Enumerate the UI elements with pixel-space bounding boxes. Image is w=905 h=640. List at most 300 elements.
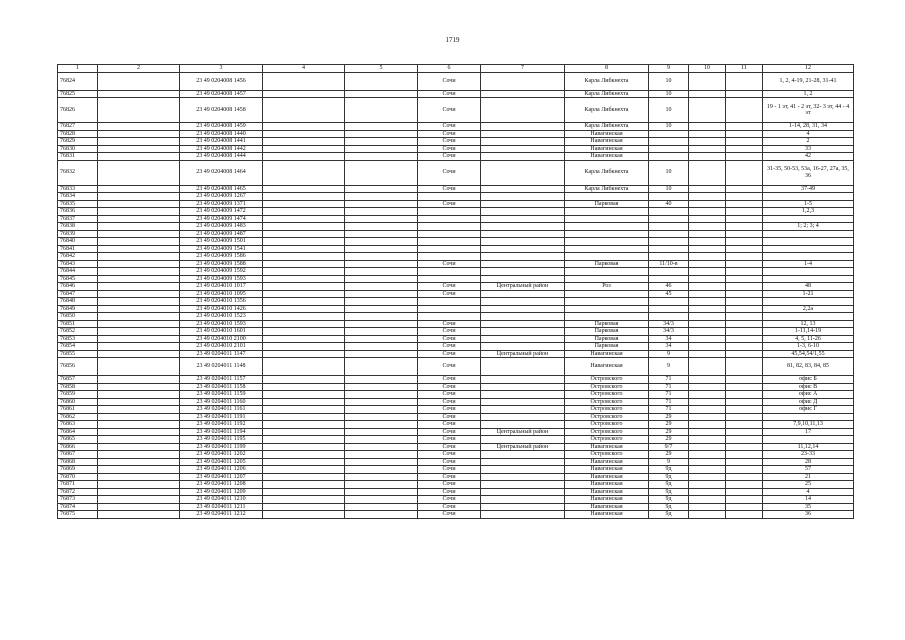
table-cell-col7 bbox=[481, 223, 565, 231]
table-cell-col6: Сочи bbox=[418, 200, 481, 208]
table-cell-col2 bbox=[98, 391, 180, 399]
table-cell-col7 bbox=[481, 511, 565, 519]
table-cell-col12: 19 - 1 эт, 41 - 2 эт, 32- 3 эт, 44 - 4 эт bbox=[763, 98, 854, 123]
table-cell-col7 bbox=[481, 153, 565, 161]
table-cell-col12: офис Д bbox=[763, 398, 854, 406]
table-cell-col3: 23 49 0204009 1586 bbox=[180, 253, 263, 261]
table-cell-col8: Навагинская bbox=[565, 511, 649, 519]
table-cell-col4 bbox=[263, 398, 345, 406]
table-cell-col4 bbox=[263, 328, 345, 336]
table-cell-col6: Сочи bbox=[418, 503, 481, 511]
table-cell-col9: 46 bbox=[649, 283, 689, 291]
table-cell-col11 bbox=[726, 130, 763, 138]
table-cell-col3: 23 49 0204008 1457 bbox=[180, 90, 263, 98]
table-cell-col11 bbox=[726, 123, 763, 131]
table-cell-col3: 23 49 0204008 1444 bbox=[180, 153, 263, 161]
table-cell-col9: 10 bbox=[649, 98, 689, 123]
table-cell-col2 bbox=[98, 436, 180, 444]
table-cell-col9: 71 bbox=[649, 406, 689, 414]
table-cell-col9: 10 bbox=[649, 160, 689, 185]
table-cell-col8 bbox=[565, 245, 649, 253]
table-cell-col5 bbox=[345, 496, 418, 504]
table-cell-col8: Навагинская bbox=[565, 458, 649, 466]
column-header-7: 7 bbox=[481, 65, 565, 73]
table-cell-col8: Парковая bbox=[565, 328, 649, 336]
table-cell-col1: 76861 bbox=[58, 406, 98, 414]
table-cell-col5 bbox=[345, 358, 418, 376]
table-cell-col2 bbox=[98, 398, 180, 406]
table-cell-col5 bbox=[345, 283, 418, 291]
table-cell-col5 bbox=[345, 398, 418, 406]
table-cell-col8: Навагинская bbox=[565, 350, 649, 358]
table-cell-col7 bbox=[481, 260, 565, 268]
table-cell-col7 bbox=[481, 421, 565, 429]
table-cell-col5 bbox=[345, 320, 418, 328]
table-cell-col10 bbox=[689, 481, 726, 489]
table-cell-col10 bbox=[689, 130, 726, 138]
table-cell-col1: 76832 bbox=[58, 160, 98, 185]
table-cell-col6: Сочи bbox=[418, 466, 481, 474]
table-cell-col12: 42 bbox=[763, 153, 854, 161]
table-cell-col12: офис Г bbox=[763, 406, 854, 414]
table-cell-col10 bbox=[689, 473, 726, 481]
table-cell-col9: 71 bbox=[649, 391, 689, 399]
page-number: 1719 bbox=[445, 36, 460, 44]
table-cell-col3: 23 49 0204011 1157 bbox=[180, 376, 263, 384]
table-cell-col1: 76841 bbox=[58, 245, 98, 253]
table-cell-col4 bbox=[263, 153, 345, 161]
table-cell-col9: 9д bbox=[649, 473, 689, 481]
table-cell-col5 bbox=[345, 391, 418, 399]
table-cell-col2 bbox=[98, 208, 180, 216]
table-cell-col8 bbox=[565, 298, 649, 306]
table-cell-col5 bbox=[345, 245, 418, 253]
table-cell-col11 bbox=[726, 200, 763, 208]
table-cell-col1: 76854 bbox=[58, 343, 98, 351]
table-cell-col5 bbox=[345, 376, 418, 384]
table-cell-col5 bbox=[345, 305, 418, 313]
table-cell-col2 bbox=[98, 130, 180, 138]
table-cell-col1: 76826 bbox=[58, 98, 98, 123]
table-cell-col4 bbox=[263, 123, 345, 131]
table-row bbox=[58, 451, 854, 459]
table-cell-col6: Сочи bbox=[418, 391, 481, 399]
table-cell-col11 bbox=[726, 208, 763, 216]
table-cell-col9 bbox=[649, 268, 689, 276]
table-cell-col9: 9д bbox=[649, 511, 689, 519]
table-cell-col9: 10 bbox=[649, 90, 689, 98]
table-cell-col1: 76830 bbox=[58, 145, 98, 153]
table-cell-col12: 57 bbox=[763, 466, 854, 474]
table-cell-col2 bbox=[98, 481, 180, 489]
table-cell-col7 bbox=[481, 481, 565, 489]
table-cell-col9 bbox=[649, 305, 689, 313]
table-row bbox=[58, 298, 854, 306]
table-cell-col1: 76842 bbox=[58, 253, 98, 261]
table-cell-col7 bbox=[481, 413, 565, 421]
table-cell-col12: 1, 2, 4-19, 21-28, 31-41 bbox=[763, 72, 854, 90]
table-cell-col11 bbox=[726, 253, 763, 261]
table-cell-col3: 23 49 0204010 2100 bbox=[180, 335, 263, 343]
table-cell-col6: Сочи bbox=[418, 421, 481, 429]
table-cell-col8: Навагинская bbox=[565, 145, 649, 153]
table-cell-col3: 23 49 0204011 1148 bbox=[180, 358, 263, 376]
table-cell-col8 bbox=[565, 223, 649, 231]
table-cell-col9: 9 bbox=[649, 350, 689, 358]
table-cell-col10 bbox=[689, 443, 726, 451]
table-cell-col9: 9д bbox=[649, 481, 689, 489]
table-cell-col1: 76848 bbox=[58, 298, 98, 306]
table-cell-col11 bbox=[726, 466, 763, 474]
table-cell-col10 bbox=[689, 343, 726, 351]
table-cell-col2 bbox=[98, 238, 180, 246]
table-cell-col4 bbox=[263, 391, 345, 399]
column-header-11: 11 bbox=[726, 65, 763, 73]
table-cell-col11 bbox=[726, 383, 763, 391]
table-cell-col8: Навагинская bbox=[565, 488, 649, 496]
table-cell-col7 bbox=[481, 290, 565, 298]
table-cell-col2 bbox=[98, 260, 180, 268]
table-cell-col10 bbox=[689, 511, 726, 519]
table-cell-col11 bbox=[726, 145, 763, 153]
table-cell-col11 bbox=[726, 413, 763, 421]
table-cell-col2 bbox=[98, 153, 180, 161]
table-row bbox=[58, 458, 854, 466]
table-cell-col7 bbox=[481, 268, 565, 276]
table-cell-col5 bbox=[345, 488, 418, 496]
table-row bbox=[58, 238, 854, 246]
table-cell-col6 bbox=[418, 305, 481, 313]
table-cell-col5 bbox=[345, 298, 418, 306]
table-cell-col10 bbox=[689, 458, 726, 466]
table-cell-col6: Сочи bbox=[418, 185, 481, 193]
table-cell-col1: 76859 bbox=[58, 391, 98, 399]
table-cell-col4 bbox=[263, 253, 345, 261]
table-cell-col4 bbox=[263, 275, 345, 283]
table-cell-col7 bbox=[481, 358, 565, 376]
table-cell-col7: Центральный район bbox=[481, 443, 565, 451]
table-cell-col12 bbox=[763, 230, 854, 238]
table-cell-col12: 35 bbox=[763, 503, 854, 511]
table-cell-col7 bbox=[481, 488, 565, 496]
table-cell-col12: 1, 2 bbox=[763, 90, 854, 98]
table-cell-col12: 1; 2; 3; 4 bbox=[763, 223, 854, 231]
table-cell-col11 bbox=[726, 313, 763, 321]
table-row bbox=[58, 413, 854, 421]
table-cell-col7 bbox=[481, 376, 565, 384]
table-cell-col5 bbox=[345, 145, 418, 153]
table-cell-col7 bbox=[481, 185, 565, 193]
table-cell-col3: 23 49 0204009 1267 bbox=[180, 193, 263, 201]
table-cell-col7 bbox=[481, 200, 565, 208]
table-cell-col9 bbox=[649, 130, 689, 138]
table-cell-col8: Островского bbox=[565, 428, 649, 436]
table-cell-col5 bbox=[345, 503, 418, 511]
table-cell-col3: 23 49 0204011 1199 bbox=[180, 443, 263, 451]
table-cell-col5 bbox=[345, 90, 418, 98]
table-cell-col8 bbox=[565, 238, 649, 246]
table-cell-col8: Островского bbox=[565, 436, 649, 444]
table-cell-col5 bbox=[345, 413, 418, 421]
table-cell-col12: 1-5 bbox=[763, 200, 854, 208]
table-cell-col3: 23 49 0204011 1194 bbox=[180, 428, 263, 436]
table-cell-col1: 76847 bbox=[58, 290, 98, 298]
table-row bbox=[58, 436, 854, 444]
table-cell-col10 bbox=[689, 223, 726, 231]
table-cell-col4 bbox=[263, 406, 345, 414]
table-cell-col10 bbox=[689, 200, 726, 208]
table-cell-col10 bbox=[689, 350, 726, 358]
table-cell-col1: 76873 bbox=[58, 496, 98, 504]
table-cell-col12: 36 bbox=[763, 511, 854, 519]
table-cell-col12: офис А bbox=[763, 391, 854, 399]
table-cell-col9: 29 bbox=[649, 421, 689, 429]
column-header-4: 4 bbox=[263, 65, 345, 73]
table-cell-col6: Сочи bbox=[418, 343, 481, 351]
table-cell-col8: Навагинская bbox=[565, 473, 649, 481]
table-cell-col4 bbox=[263, 376, 345, 384]
table-cell-col12: 12, 13 bbox=[763, 320, 854, 328]
table-cell-col6: Сочи bbox=[418, 413, 481, 421]
table-cell-col3: 23 49 0204008 1459 bbox=[180, 123, 263, 131]
table-cell-col5 bbox=[345, 343, 418, 351]
table-cell-col11 bbox=[726, 406, 763, 414]
table-cell-col1: 76862 bbox=[58, 413, 98, 421]
table-cell-col2 bbox=[98, 98, 180, 123]
table-cell-col4 bbox=[263, 90, 345, 98]
table-cell-col6: Сочи bbox=[418, 98, 481, 123]
table-cell-col5 bbox=[345, 98, 418, 123]
table-cell-col2 bbox=[98, 421, 180, 429]
table-cell-col3: 23 49 0204008 1465 bbox=[180, 185, 263, 193]
table-cell-col1: 76844 bbox=[58, 268, 98, 276]
table-cell-col1: 76837 bbox=[58, 215, 98, 223]
table-row bbox=[58, 208, 854, 216]
table-cell-col12 bbox=[763, 245, 854, 253]
table-cell-col7 bbox=[481, 320, 565, 328]
column-header-12: 12 bbox=[763, 65, 854, 73]
table-cell-col5 bbox=[345, 328, 418, 336]
table-cell-col5 bbox=[345, 406, 418, 414]
table-cell-col3: 23 49 0204011 1209 bbox=[180, 488, 263, 496]
table-cell-col10 bbox=[689, 138, 726, 146]
table-cell-col4 bbox=[263, 138, 345, 146]
table-cell-col7 bbox=[481, 215, 565, 223]
table-cell-col6: Сочи bbox=[418, 511, 481, 519]
table-cell-col12 bbox=[763, 313, 854, 321]
table-cell-col7 bbox=[481, 496, 565, 504]
table-cell-col10 bbox=[689, 466, 726, 474]
table-cell-col11 bbox=[726, 290, 763, 298]
table-cell-col9: 9д bbox=[649, 488, 689, 496]
table-cell-col2 bbox=[98, 511, 180, 519]
table-row bbox=[58, 275, 854, 283]
table-row bbox=[58, 383, 854, 391]
table-cell-col6 bbox=[418, 313, 481, 321]
table-cell-col8: Навагинская bbox=[565, 481, 649, 489]
table-cell-col5 bbox=[345, 436, 418, 444]
table-cell-col6 bbox=[418, 193, 481, 201]
table-row bbox=[58, 343, 854, 351]
table-row bbox=[58, 350, 854, 358]
table-cell-col3: 23 49 0204010 1601 bbox=[180, 328, 263, 336]
table-cell-col6: Сочи bbox=[418, 443, 481, 451]
table-cell-col4 bbox=[263, 436, 345, 444]
table-cell-col2 bbox=[98, 230, 180, 238]
table-cell-col2 bbox=[98, 496, 180, 504]
table-cell-col9: 10 bbox=[649, 72, 689, 90]
table-cell-col7 bbox=[481, 503, 565, 511]
table-cell-col8 bbox=[565, 253, 649, 261]
table-cell-col11 bbox=[726, 328, 763, 336]
table-cell-col9: 9д bbox=[649, 466, 689, 474]
table-cell-col4 bbox=[263, 245, 345, 253]
table-cell-col1: 76872 bbox=[58, 488, 98, 496]
table-cell-col2 bbox=[98, 290, 180, 298]
table-cell-col12: 2,2а bbox=[763, 305, 854, 313]
table-cell-col10 bbox=[689, 328, 726, 336]
table-cell-col12: 1-21 bbox=[763, 290, 854, 298]
table-cell-col4 bbox=[263, 421, 345, 429]
table-cell-col7 bbox=[481, 208, 565, 216]
table-cell-col6: Сочи bbox=[418, 358, 481, 376]
table-cell-col1: 76858 bbox=[58, 383, 98, 391]
table-cell-col4 bbox=[263, 466, 345, 474]
table-cell-col4 bbox=[263, 428, 345, 436]
table-cell-col10 bbox=[689, 208, 726, 216]
table-cell-col9: 29 bbox=[649, 436, 689, 444]
table-cell-col3: 23 49 0204011 1195 bbox=[180, 436, 263, 444]
table-cell-col4 bbox=[263, 200, 345, 208]
table-cell-col3: 23 49 0204011 1211 bbox=[180, 503, 263, 511]
table-cell-col12: 1-14, 28, 31, 34 bbox=[763, 123, 854, 131]
table-cell-col4 bbox=[263, 208, 345, 216]
table-cell-col6: Сочи bbox=[418, 160, 481, 185]
table-cell-col8: Островского bbox=[565, 406, 649, 414]
table-cell-col11 bbox=[726, 335, 763, 343]
table-cell-col10 bbox=[689, 496, 726, 504]
table-cell-col6: Сочи bbox=[418, 451, 481, 459]
table-cell-col1: 76856 bbox=[58, 358, 98, 376]
table-cell-col8: Островского bbox=[565, 383, 649, 391]
table-cell-col9: 29 bbox=[649, 413, 689, 421]
table-cell-col2 bbox=[98, 160, 180, 185]
table-row bbox=[58, 488, 854, 496]
table-row bbox=[58, 90, 854, 98]
table-cell-col6 bbox=[418, 245, 481, 253]
table-cell-col4 bbox=[263, 313, 345, 321]
table-cell-col9 bbox=[649, 253, 689, 261]
table-cell-col10 bbox=[689, 253, 726, 261]
table-cell-col5 bbox=[345, 428, 418, 436]
table-cell-col3: 23 49 0204008 1458 bbox=[180, 98, 263, 123]
table-cell-col7 bbox=[481, 343, 565, 351]
table-cell-col12: 28 bbox=[763, 458, 854, 466]
table-cell-col11 bbox=[726, 451, 763, 459]
table-row bbox=[58, 185, 854, 193]
table-cell-col2 bbox=[98, 473, 180, 481]
table-cell-col1: 76864 bbox=[58, 428, 98, 436]
table-cell-col4 bbox=[263, 358, 345, 376]
table-cell-col10 bbox=[689, 391, 726, 399]
table-cell-col7: Центральный район bbox=[481, 350, 565, 358]
table-cell-col3: 23 49 0204011 1158 bbox=[180, 383, 263, 391]
table-cell-col2 bbox=[98, 145, 180, 153]
table-row bbox=[58, 223, 854, 231]
table-cell-col8: Парковая bbox=[565, 200, 649, 208]
table-cell-col2 bbox=[98, 313, 180, 321]
table-cell-col4 bbox=[263, 458, 345, 466]
table-cell-col3: 23 49 0204011 1160 bbox=[180, 398, 263, 406]
table-cell-col7 bbox=[481, 123, 565, 131]
table-cell-col5 bbox=[345, 511, 418, 519]
table-cell-col4 bbox=[263, 320, 345, 328]
table-cell-col1: 76825 bbox=[58, 90, 98, 98]
table-cell-col8: Навагинская bbox=[565, 496, 649, 504]
table-cell-col1: 76829 bbox=[58, 138, 98, 146]
table-cell-col3: 23 49 0204009 1472 bbox=[180, 208, 263, 216]
table-cell-col7 bbox=[481, 391, 565, 399]
table-cell-col9: 34 bbox=[649, 343, 689, 351]
table-cell-col7 bbox=[481, 98, 565, 123]
table-cell-col6: Сочи bbox=[418, 473, 481, 481]
table-cell-col12: 17 bbox=[763, 428, 854, 436]
table-cell-col8: Навагинская bbox=[565, 358, 649, 376]
table-cell-col1: 76865 bbox=[58, 436, 98, 444]
table-cell-col2 bbox=[98, 413, 180, 421]
table-cell-col1: 76870 bbox=[58, 473, 98, 481]
table-cell-col6 bbox=[418, 223, 481, 231]
table-cell-col7 bbox=[481, 230, 565, 238]
table-cell-col11 bbox=[726, 421, 763, 429]
table-cell-col4 bbox=[263, 185, 345, 193]
table-cell-col7 bbox=[481, 383, 565, 391]
table-cell-col4 bbox=[263, 413, 345, 421]
table-cell-col10 bbox=[689, 145, 726, 153]
table-cell-col8: Островского bbox=[565, 376, 649, 384]
table-cell-col7 bbox=[481, 328, 565, 336]
table-cell-col6: Сочи bbox=[418, 138, 481, 146]
table-cell-col9: 9д bbox=[649, 496, 689, 504]
table-row bbox=[58, 406, 854, 414]
table-cell-col2 bbox=[98, 138, 180, 146]
table-cell-col12 bbox=[763, 238, 854, 246]
table-cell-col9: 40 bbox=[649, 200, 689, 208]
table-cell-col4 bbox=[263, 481, 345, 489]
table-cell-col2 bbox=[98, 223, 180, 231]
table-cell-col12: офис В bbox=[763, 383, 854, 391]
table-row bbox=[58, 130, 854, 138]
table-cell-col12: 37-49 bbox=[763, 185, 854, 193]
column-header-6: 6 bbox=[418, 65, 481, 73]
table-row bbox=[58, 283, 854, 291]
table-cell-col11 bbox=[726, 90, 763, 98]
table-row bbox=[58, 421, 854, 429]
table-cell-col1: 76866 bbox=[58, 443, 98, 451]
table-cell-col9 bbox=[649, 153, 689, 161]
table-cell-col8: Карла Либкнехта bbox=[565, 123, 649, 131]
table-cell-col10 bbox=[689, 298, 726, 306]
table-cell-col1: 76850 bbox=[58, 313, 98, 321]
table-cell-col8: Навагинская bbox=[565, 503, 649, 511]
table-cell-col2 bbox=[98, 320, 180, 328]
table-cell-col5 bbox=[345, 130, 418, 138]
table-cell-col3: 23 49 0204011 1208 bbox=[180, 481, 263, 489]
table-cell-col10 bbox=[689, 268, 726, 276]
table-cell-col7 bbox=[481, 305, 565, 313]
table-cell-col11 bbox=[726, 496, 763, 504]
table-cell-col8 bbox=[565, 268, 649, 276]
